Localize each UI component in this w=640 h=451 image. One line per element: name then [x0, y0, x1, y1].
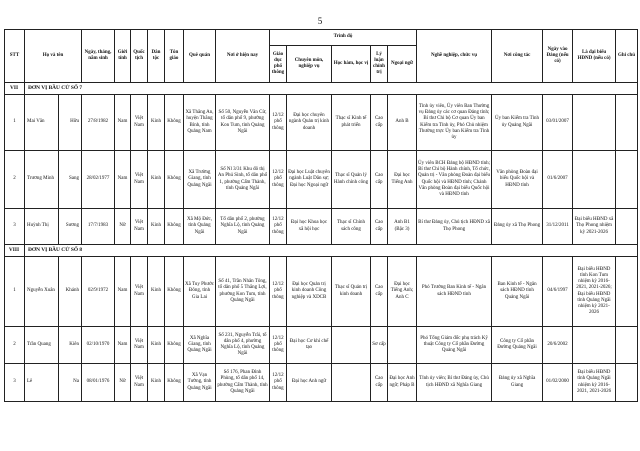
delegate-cell: Đại biểu HĐND tỉnh Quảng Ngãi nhiệm kỳ 2016-2021, 2021-2026	[573, 364, 616, 402]
ethnicity-cell: Kinh	[148, 95, 165, 151]
surname-cell: Mai Văn	[25, 95, 59, 151]
gender-cell: Nam	[115, 95, 131, 151]
language-cell: Đại học Tiếng Anh; Anh C	[388, 257, 417, 327]
section-id: VIII	[5, 245, 25, 257]
hometown-cell: Xã Thăng An, huyện Thăng Bình, tỉnh Quảng Nam	[184, 95, 216, 151]
language-cell: Anh B1 (Bậc 3)	[388, 209, 417, 245]
occupation-cell: Tỉnh ủy viên, Ủy viên Ban Thường vụ Đảng ủy các cơ quan Đảng tỉnh; Bí thư Chi bộ Cơ quan Ủy ban Kiểm tra Tỉnh ủy, Phó Chủ nhiệm Thường trực Ủy ban Kiểm tra Tỉnh ủy	[417, 95, 492, 151]
workplace-cell: Đảng ủy xã Nghĩa Giang	[492, 364, 543, 402]
party-date-cell: 03/01/2007	[543, 95, 573, 151]
delegate-cell: Đại biểu HĐND xã Thọ Phong nhiệm kỳ 2021-2026	[573, 209, 616, 245]
note-cell	[616, 327, 638, 364]
party-date-cell: 04/6/1997	[543, 257, 573, 327]
header-note: Ghi chú	[616, 30, 638, 83]
header-ethnicity: Dân tộc	[148, 30, 165, 83]
given-name-cell: Hữu	[59, 95, 82, 151]
header-stt: STT	[5, 30, 25, 83]
hometown-cell: Xã Vạn Tường, tỉnh Quảng Ngãi	[184, 364, 216, 402]
party-date-cell: 31/12/2011	[543, 209, 573, 245]
header-occupation: Nghề nghiệp, chức vụ	[417, 30, 492, 83]
residence-cell: Số 41, Trần Nhân Tông, tổ dân phố 5 Thắng Lợi, phường Kon Tum, tỉnh Quảng Ngãi	[216, 257, 270, 327]
religion-cell: Không	[165, 327, 184, 364]
occupation-cell: Bí thư Đảng ủy, Chủ tịch HĐND xã Thọ Phong	[417, 209, 492, 245]
gender-cell: Nam	[115, 327, 131, 364]
header-qualification: Trình độ	[270, 30, 417, 46]
nationality-cell: Việt Nam	[131, 95, 148, 151]
language-cell: Đại học Tiếng Anh	[388, 151, 417, 209]
table-row	[5, 209, 638, 245]
dob-cell: 17/7/1983	[82, 209, 115, 245]
residence-cell: Số 50, Nguyễn Văn Cừ, tổ dân phố 9, phường Kon Tum, tỉnh Quảng Ngãi	[216, 95, 270, 151]
religion-cell: Không	[165, 151, 184, 209]
table-row	[5, 95, 638, 151]
workplace-cell: Công ty Cổ phần Đường Quảng Ngãi	[492, 327, 543, 364]
hometown-cell: Xã Trường Giang, tỉnh Quảng Ngãi	[184, 151, 216, 209]
dob-cell: 02/9/1972	[82, 257, 115, 327]
ethnicity-cell: Kinh	[148, 364, 165, 402]
stt-cell: 2	[5, 151, 25, 209]
header-party-date: Ngày vào Đảng (nếu có)	[543, 30, 573, 83]
ethnicity-cell: Kinh	[148, 209, 165, 245]
header-nationality: Quốc tịch	[131, 30, 148, 83]
stt-cell: 1	[5, 95, 25, 151]
occupation-cell: Ủy viên BCH Đảng bộ HĐND tỉnh; Bí thư Chi bộ Hành chính, Tổ chức, Quản trị - Văn phòng Đoàn đại biểu Quốc hội và HĐND tỉnh; Chánh Văn phòng Đoàn đại biểu Quốc hội và HĐND tỉnh	[417, 151, 492, 209]
section-id: VII	[5, 83, 25, 95]
surname-cell: Lê	[25, 364, 59, 402]
table-row	[5, 151, 638, 209]
dob-cell: 02/10/1970	[82, 327, 115, 364]
surname-cell: Nguyễn Xuân	[25, 257, 59, 327]
party-date-cell: 20/6/2002	[543, 327, 573, 364]
nationality-cell: Việt Nam	[131, 151, 148, 209]
workplace-cell: Văn phòng Đoàn đại biểu Quốc hội và HĐND tỉnh	[492, 151, 543, 209]
header-delegate: Là đại biểu HĐND (nếu có)	[573, 30, 616, 83]
education-cell: 12/12 phổ thông	[270, 95, 287, 151]
specialty-cell: Đại học Luật chuyên ngành Luật Dân sự; Đại học Ngoại ngữ	[287, 151, 332, 209]
header-hometown: Quê quán	[184, 30, 216, 83]
language-cell	[388, 327, 417, 364]
party-date-cell: 01/6/2007	[543, 151, 573, 209]
specialty-cell: Đại học Khoa học xã hội học	[287, 209, 332, 245]
stt-cell: 2	[5, 327, 25, 364]
given-name-cell: Khánh	[59, 257, 82, 327]
residence-cell: Số 231, Nguyễn Trãi, tổ dân phố 4, phường Nghĩa Lộ, tỉnh Quảng Ngãi	[216, 327, 270, 364]
candidate-table	[4, 29, 638, 402]
education-cell: 12/12 phổ thông	[270, 257, 287, 327]
religion-cell: Không	[165, 364, 184, 402]
section-row	[5, 245, 638, 257]
residence-cell: Số Nl 3/31 Khu đô thị An Phú Sinh, tổ dân phố 1, phường Cẩm Thành, tỉnh Quảng Ngãi	[216, 151, 270, 209]
header-education: Giáo dục phổ thông	[270, 46, 287, 83]
education-cell: 12/12 phổ thông	[270, 151, 287, 209]
header-dob: Ngày, tháng, năm sinh	[82, 30, 115, 83]
residence-cell: Số 176, Phan Đình Phùng, tổ dân phố 14, phường Cẩm Thành, tỉnh Quảng Ngãi	[216, 364, 270, 402]
ethnicity-cell: Kinh	[148, 151, 165, 209]
header-row-1	[5, 30, 638, 46]
degree-cell	[332, 327, 371, 364]
party-date-cell: 01/02/2000	[543, 364, 573, 402]
surname-cell: Trần Quang	[25, 327, 59, 364]
delegate-cell: Đại biểu HĐND tỉnh Kon Tum nhiệm kỳ 2016-2021, 2021-2026; Đại biểu HĐND tỉnh Quảng Ngãi nhiệm kỳ 2021-2026	[573, 257, 616, 327]
dob-cell: 27/8/1982	[82, 95, 115, 151]
gender-cell: Nam	[115, 257, 131, 327]
degree-cell	[332, 364, 371, 402]
header-specialty: Chuyên môn, nghiệp vụ	[287, 46, 332, 83]
specialty-cell: Đại học Cơ khí chế tạo	[287, 327, 332, 364]
table-row	[5, 257, 638, 327]
gender-cell: Nam	[115, 151, 131, 209]
delegate-cell	[573, 151, 616, 209]
specialty-cell: Đại học Quản trị kinh doanh Công nghiệp và XDCB	[287, 257, 332, 327]
header-gender: Giới tính	[115, 30, 131, 83]
education-cell: 12/12 phổ thông	[270, 364, 287, 402]
header-workplace: Nơi công tác	[492, 30, 543, 83]
note-cell	[616, 95, 638, 151]
occupation-cell: Phó Trưởng Ban Kinh tế - Ngân sách HĐND tỉnh	[417, 257, 492, 327]
header-name: Họ và tên	[25, 30, 82, 83]
religion-cell: Không	[165, 209, 184, 245]
workplace-cell: Ban Kinh tế - Ngân sách HĐND tỉnh Quảng Ngãi	[492, 257, 543, 327]
stt-cell: 3	[5, 364, 25, 402]
nationality-cell: Việt Nam	[131, 364, 148, 402]
specialty-cell: Đại học chuyên ngành Quản trị kinh doanh	[287, 95, 332, 151]
specialty-cell: Đại học Anh ngữ	[287, 364, 332, 402]
section-row	[5, 83, 638, 95]
stt-cell: 3	[5, 209, 25, 245]
table-body	[5, 83, 638, 402]
language-cell: Anh B	[388, 95, 417, 151]
hometown-cell: Xã Mộ Đức, tỉnh Quảng Ngãi	[184, 209, 216, 245]
nationality-cell: Việt Nam	[131, 209, 148, 245]
education-cell: 12/12 phổ thông	[270, 209, 287, 245]
nationality-cell: Việt Nam	[131, 257, 148, 327]
header-residence: Nơi ở hiện nay	[216, 30, 270, 83]
given-name-cell: Sương	[59, 209, 82, 245]
note-cell	[616, 151, 638, 209]
gender-cell: Nữ	[115, 209, 131, 245]
politics-cell: Cao cấp	[371, 95, 388, 151]
surname-cell: Trương Minh	[25, 151, 59, 209]
delegate-cell	[573, 95, 616, 151]
hometown-cell: Xã Tuy Phước Đông, tỉnh Gia Lai	[184, 257, 216, 327]
language-cell: Đại học Anh ngữ; Pháp B	[388, 364, 417, 402]
politics-cell: Cao cấp	[371, 209, 388, 245]
header-degree: Học hàm, học vị	[332, 46, 371, 83]
gender-cell: Nữ	[115, 364, 131, 402]
degree-cell: Thạc sĩ Chính sách công	[332, 209, 371, 245]
section-title: ĐƠN VỊ BẦU CỬ SỐ 8	[25, 245, 638, 257]
education-cell: 12/12 phổ thông	[270, 327, 287, 364]
table-row	[5, 327, 638, 364]
header-religion: Tôn giáo	[165, 30, 184, 83]
religion-cell: Không	[165, 257, 184, 327]
politics-cell: Cao cấp	[371, 257, 388, 327]
degree-cell: Thạc sĩ Quản trị kinh doanh	[332, 257, 371, 327]
given-name-cell: Na	[59, 364, 82, 402]
note-cell	[616, 209, 638, 245]
dob-cell: 28/02/1977	[82, 151, 115, 209]
workplace-cell: Ủy ban Kiểm tra Tỉnh ủy Quảng Ngãi	[492, 95, 543, 151]
surname-cell: Huỳnh Thị	[25, 209, 59, 245]
given-name-cell: Sang	[59, 151, 82, 209]
given-name-cell: Kiên	[59, 327, 82, 364]
occupation-cell: Phó Tổng Giám đốc phụ trách Kỹ thuật Công ty Cổ phần Đường Quảng Ngãi	[417, 327, 492, 364]
stt-cell: 1	[5, 257, 25, 327]
note-cell	[616, 257, 638, 327]
politics-cell: Cao cấp	[371, 364, 388, 402]
delegate-cell	[573, 327, 616, 364]
header-politics: Lý luận chính trị	[371, 46, 388, 83]
page-number: 5	[317, 16, 323, 26]
nationality-cell: Việt Nam	[131, 327, 148, 364]
politics-cell: Sơ cấp	[371, 327, 388, 364]
degree-cell: Thạc sĩ Kinh tế phát triển	[332, 95, 371, 151]
dob-cell: 08/01/1976	[82, 364, 115, 402]
workplace-cell: Đảng ủy xã Thọ Phong	[492, 209, 543, 245]
ethnicity-cell: Kinh	[148, 257, 165, 327]
politics-cell: Cao cấp	[371, 151, 388, 209]
section-title: ĐƠN VỊ BẦU CỬ SỐ 7	[25, 83, 638, 95]
degree-cell: Thạc sĩ Quản lý Hành chính công	[332, 151, 371, 209]
ethnicity-cell: Kinh	[148, 327, 165, 364]
note-cell	[616, 364, 638, 402]
occupation-cell: Tỉnh ủy viên; Bí thư Đảng ủy, Chủ tịch HĐND xã Nghĩa Giang	[417, 364, 492, 402]
residence-cell: Tổ dân phố 2, phường Nghĩa Lộ, tỉnh Quảng Ngãi	[216, 209, 270, 245]
hometown-cell: Xã Nghĩa Giang, tỉnh Quảng Ngãi	[184, 327, 216, 364]
header-language: Ngoại ngữ	[388, 46, 417, 83]
table-row	[5, 364, 638, 402]
religion-cell: Không	[165, 95, 184, 151]
